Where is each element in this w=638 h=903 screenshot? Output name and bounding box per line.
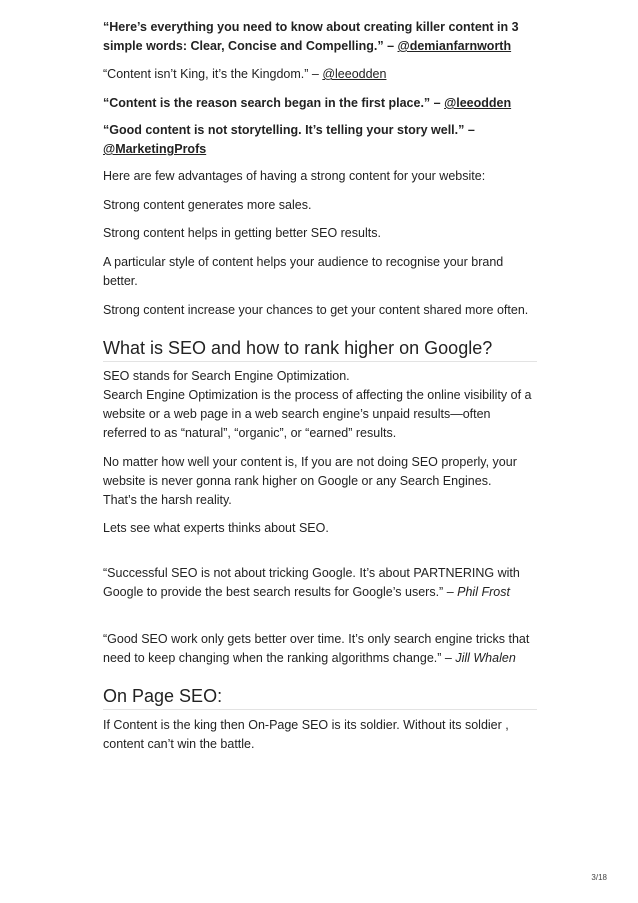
quote-text: “Successful SEO is not about tricking Google. It’s about PARTNERING with Google to provide the best search results for Google’s users.” –	[103, 566, 520, 599]
advantage-item: Strong content generates more sales.	[103, 198, 312, 212]
quote-text: “Content isn’t King, it’s the Kingdom.” –	[103, 67, 323, 81]
onpage-intro: If Content is the king then On-Page SEO is its soldier. Without its soldier , content can’t win the battle.	[103, 718, 509, 751]
advantages-intro: Here are few advantages of having a strong content for your website:	[103, 169, 486, 183]
seo-reality-line: No matter how well your content is, If you are not doing SEO properly, your website is never gonna rank higher on Google or any Search Engines.	[103, 455, 517, 488]
quote-jill-whalen	[103, 630, 537, 668]
section-heading-seo: What is SEO and how to rank higher on Google?	[103, 336, 537, 362]
quote-leeodden-kingdom	[103, 65, 537, 84]
advantage-item: Strong content helps in getting better SEO results.	[103, 226, 381, 240]
quote-text: “Here’s everything you need to know about creating killer content in 3 simple words: Clear, Concise and Compelling.” –	[103, 20, 519, 53]
quote-author: Phil Frost	[457, 585, 510, 599]
handle-link-leeodden-2[interactable]: @leeodden	[444, 96, 512, 110]
seo-definition-line: Search Engine Optimization is the process of affecting the online visibility of a website or a web page in a web search engine’s unpaid results—often referred to as “natural”, “organic”, or “earned” results.	[103, 388, 532, 440]
quote-text: “Content is the reason search began in the first place.” –	[103, 96, 445, 110]
quote-marketingprofs	[103, 121, 537, 159]
seo-reality-line: That’s the harsh reality.	[103, 493, 232, 507]
document-page	[103, 18, 537, 754]
advantage-item: Strong content increase your chances to get your content shared more often.	[103, 303, 529, 317]
seo-definition-line: SEO stands for Search Engine Optimization.	[103, 369, 350, 383]
quote-leeodden-search	[103, 94, 537, 113]
quote-text: “Good SEO work only gets better over time. It’s only search engine tricks that need to keep changing when the ranking algorithms change.” –	[103, 632, 530, 665]
handle-link-leeodden[interactable]: @leeodden	[322, 67, 387, 81]
advantage-item: A particular style of content helps your audience to recognise your brand better.	[103, 255, 504, 288]
page-number: 3/18	[591, 873, 607, 882]
seo-reality	[103, 453, 537, 510]
quote-demianfarnworth	[103, 18, 537, 56]
handle-link-marketingprofs[interactable]: @MarketingProfs	[103, 142, 207, 156]
section-heading-onpage: On Page SEO:	[103, 684, 537, 710]
seo-experts-intro: Lets see what experts thinks about SEO.	[103, 521, 329, 535]
quote-text: “Good content is not storytelling. It’s telling your story well.” –	[103, 123, 475, 137]
seo-definition	[103, 367, 537, 443]
quote-phil-frost	[103, 564, 537, 602]
handle-link-demianfarnworth[interactable]: @demianfarnworth	[397, 39, 512, 53]
quote-author: Jill Whalen	[455, 651, 516, 665]
